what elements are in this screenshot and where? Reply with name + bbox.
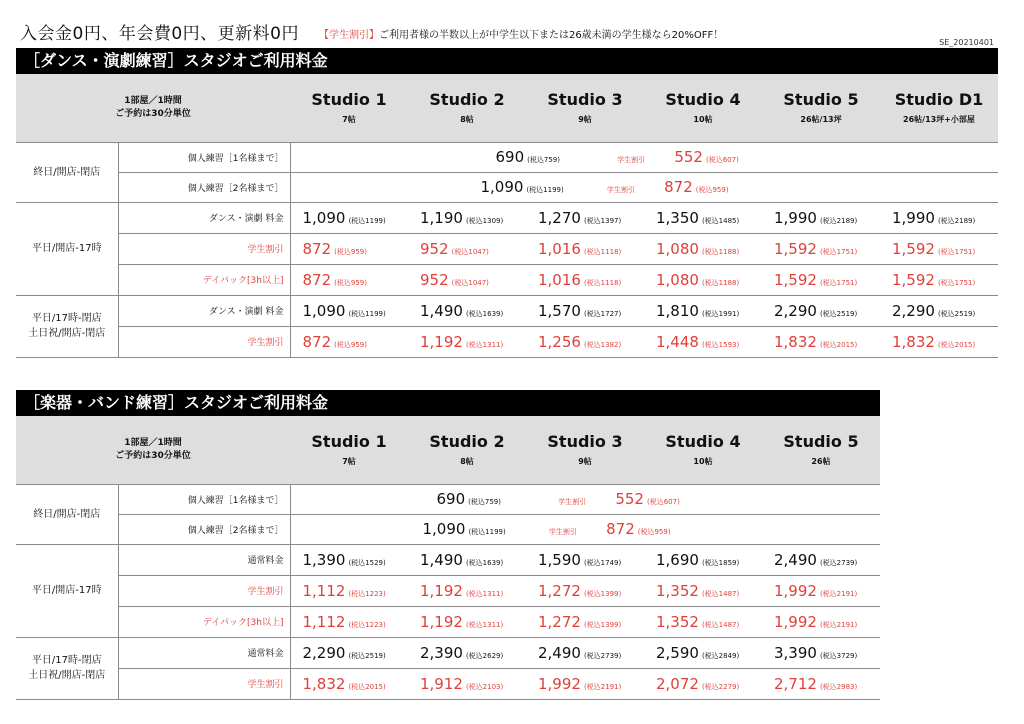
band-personal-1-label: 個人練習［1名様まで］ [118,484,290,514]
band-weekday-regular-label: 通常料金 [118,544,290,575]
table-row [16,606,880,637]
band-weekday-student-label: 学生割引 [118,575,290,606]
price-cell: 1,016 (税込1118) [526,264,644,295]
price-cell: 1,016 (税込1118) [526,233,644,264]
dance-evening-student-label: 学生割引 [118,326,290,357]
dance-weekday-student-label: 学生割引 [118,233,290,264]
dance-evening-regular-label: ダンス・演劇 料金 [118,295,290,326]
band-evening-regular-label: 通常料金 [118,637,290,668]
table-row [16,326,998,357]
document-code: SE_20210401 [939,38,994,47]
page-title: 入会金0円、年会費0円、更新料0円 [20,24,299,44]
table-row [16,172,998,202]
band-evening-condition: 平日/17時-閉店 土日祝/開店-閉店 [16,637,118,699]
price-cell: 1,090 (税込1199) [290,295,408,326]
dance-studio-1-header: Studio 1 7帖 [290,74,408,142]
price-cell: 1,272 (税込1399) [526,606,644,637]
price-cell: 2,290 (税込2519) [880,295,998,326]
band-personal-2-price: 1,090 (税込1199) 学生割引 872 (税込959) [290,514,880,544]
band-studio-1-header: Studio 1 7帖 [290,416,408,484]
band-personal-2-label: 個人練習［2名様まで］ [118,514,290,544]
table-row [16,668,880,699]
dance-evening-condition: 平日/17時-閉店 土日祝/開店-閉店 [16,295,118,357]
price-cell: 2,390 (税込2629) [408,637,526,668]
price-cell: 2,290 (税込2519) [762,295,880,326]
student-discount-text: ご利用者様の半数以上が中学生以下または26歳未満の学生様なら20%OFF！ [378,30,724,41]
price-cell: 1,112 (税込1223) [290,606,408,637]
price-cell: 1,832 (税込2015) [290,668,408,699]
band-studio-3-header: Studio 3 9帖 [526,416,644,484]
price-cell: 1,990 (税込2189) [762,202,880,233]
price-cell: 1,090 (税込1199) [290,202,408,233]
price-cell: 1,352 (税込1487) [644,575,762,606]
price-cell: 1,112 (税込1223) [290,575,408,606]
student-discount-tag: 【学生割引】 [318,30,379,41]
price-cell: 2,490 (税込2739) [526,637,644,668]
price-cell: 1,190 (税込1309) [408,202,526,233]
price-cell: 1,448 (税込1593) [644,326,762,357]
table-row [16,484,880,514]
price-cell: 1,080 (税込1188) [644,233,762,264]
price-cell: 1,192 (税込1311) [408,326,526,357]
price-cell: 1,390 (税込1529) [290,544,408,575]
price-cell: 1,810 (税込1991) [644,295,762,326]
dance-studio-5-header: Studio 5 26帖/13坪 [762,74,880,142]
price-cell: 2,290 (税込2519) [290,637,408,668]
price-cell: 1,990 (税込2189) [880,202,998,233]
table-row [16,202,998,233]
price-cell: 2,490 (税込2739) [762,544,880,575]
dance-weekday-daypack-label: デイパック[3h以上] [118,264,290,295]
price-cell: 1,490 (税込1639) [408,295,526,326]
table-row [16,544,880,575]
price-cell: 1,256 (税込1382) [526,326,644,357]
band-section-title: ［楽器・バンド練習］スタジオご利用料金 [16,390,880,416]
page-header [20,18,723,44]
price-cell: 1,490 (税込1639) [408,544,526,575]
price-cell: 2,712 (税込2983) [762,668,880,699]
price-cell: 1,912 (税込2103) [408,668,526,699]
price-cell: 1,592 (税込1751) [880,233,998,264]
dance-allday-condition: 終日/開店-閉店 [16,142,118,202]
price-cell: 1,992 (税込2191) [762,606,880,637]
dance-weekday-condition: 平日/開店-17時 [16,202,118,295]
price-cell: 2,072 (税込2279) [644,668,762,699]
dance-section-title: ［ダンス・演劇練習］スタジオご利用料金 [16,48,998,74]
band-section [16,390,880,700]
dance-weekday-regular-label: ダンス・演劇 料金 [118,202,290,233]
price-cell: 1,350 (税込1485) [644,202,762,233]
band-price-table [16,416,880,700]
student-discount-note [319,26,723,44]
band-studio-2-header: Studio 2 8帖 [408,416,526,484]
band-weekday-daypack-label: デイパック[3h以上] [118,606,290,637]
band-studio-5-header: Studio 5 26帖 [762,416,880,484]
table-row [16,514,880,544]
price-cell: 952 (税込1047) [408,264,526,295]
price-cell: 1,270 (税込1397) [526,202,644,233]
price-cell: 872 (税込959) [290,326,408,357]
dance-personal-2-price: 1,090 (税込1199) 学生割引 872 (税込959) [290,172,998,202]
price-cell: 1,992 (税込2191) [526,668,644,699]
price-cell: 1,570 (税込1727) [526,295,644,326]
table-row [16,295,998,326]
dance-price-table [16,74,998,358]
price-cell: 1,832 (税込2015) [880,326,998,357]
table-row [16,142,998,172]
band-header-conditions: 1部屋／1時間 ご予約は30分単位 [16,416,290,484]
price-cell: 1,992 (税込2191) [762,575,880,606]
price-cell: 1,592 (税込1751) [762,264,880,295]
dance-studio-4-header: Studio 4 10帖 [644,74,762,142]
price-cell: 3,390 (税込3729) [762,637,880,668]
band-evening-student-label: 学生割引 [118,668,290,699]
dance-section [16,48,998,358]
price-cell: 1,080 (税込1188) [644,264,762,295]
price-cell: 952 (税込1047) [408,233,526,264]
dance-studio-3-header: Studio 3 9帖 [526,74,644,142]
price-cell: 1,832 (税込2015) [762,326,880,357]
table-row [16,264,998,295]
table-row [16,233,998,264]
dance-personal-1-label: 個人練習［1名様まで］ [118,142,290,172]
band-weekday-condition: 平日/開店-17時 [16,544,118,637]
price-cell: 1,192 (税込1311) [408,606,526,637]
band-studio-4-header: Studio 4 10帖 [644,416,762,484]
price-cell: 872 (税込959) [290,233,408,264]
band-personal-1-price: 690 (税込759) 学生割引 552 (税込607) [290,484,880,514]
band-allday-condition: 終日/開店-閉店 [16,484,118,544]
price-cell: 1,192 (税込1311) [408,575,526,606]
dance-personal-1-price: 690 (税込759) 学生割引 552 (税込607) [290,142,998,172]
price-cell: 2,590 (税込2849) [644,637,762,668]
price-cell: 1,590 (税込1749) [526,544,644,575]
table-row [16,637,880,668]
table-row [16,575,880,606]
dance-personal-2-label: 個人練習［2名様まで］ [118,172,290,202]
dance-studio-d1-header: Studio D1 26帖/13坪+小部屋 [880,74,998,142]
price-cell: 872 (税込959) [290,264,408,295]
price-cell: 1,352 (税込1487) [644,606,762,637]
price-cell: 1,690 (税込1859) [644,544,762,575]
dance-studio-2-header: Studio 2 8帖 [408,74,526,142]
price-cell: 1,272 (税込1399) [526,575,644,606]
price-cell: 1,592 (税込1751) [762,233,880,264]
price-cell: 1,592 (税込1751) [880,264,998,295]
dance-header-conditions: 1部屋／1時間 ご予約は30分単位 [16,74,290,142]
